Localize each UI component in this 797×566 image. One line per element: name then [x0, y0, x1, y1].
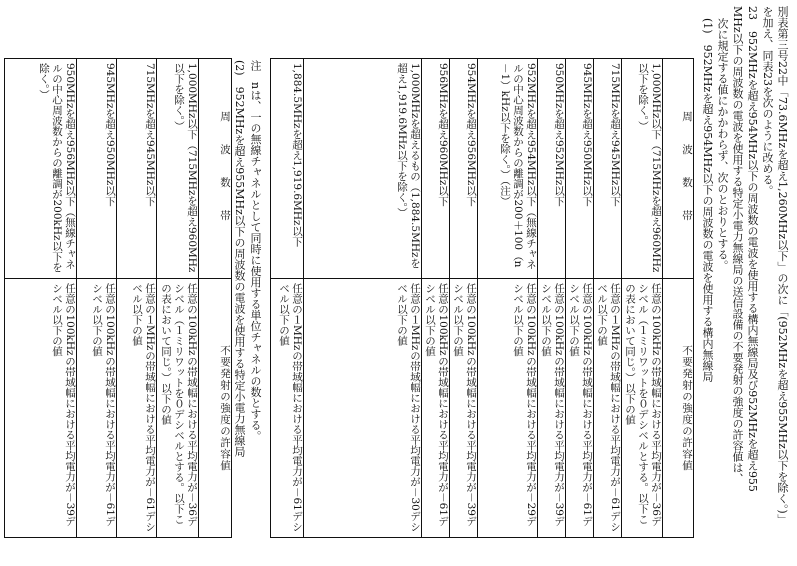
table-2-header-frequency: 周 波 数 帯: [219, 111, 231, 227]
table-1-divider: [537, 59, 538, 537]
table-1-header-limit: 不要発射の強度の許容値: [681, 344, 693, 472]
table-2-column-divider: [5, 278, 231, 279]
table-2-row-4-limit: 任意の100kHzの帯域幅における平均電力が－39デシベル以下の値: [51, 283, 76, 527]
table-1-row-8-limit: 任意の１MHzの帯域幅における平均電力が－30デシベル以下の値: [396, 283, 421, 532]
subsection-2-title: (2) 952MHzを超え955MHz以下の周波数の電波を使用する特定小電力無線局: [233, 60, 246, 457]
table-1-row-8-frequency: 1,000MHzを超えるもの（1,884.5MHzを超え1,919.6MHz以下を除く。）: [396, 63, 421, 269]
intro-line-2: を加え、同表23を次のように改める。: [761, 6, 774, 196]
table-2-divider: [198, 59, 199, 537]
intro-line-1: 別表第三号22中「73.6MHzを超え1,260MHz以下」の次に「(952MHzを超え955MHz以下を除く。)」: [776, 6, 789, 525]
table-1-note: 注 nは、一の無線チャネルとして同時に使用する単位チャネルの数とする。: [249, 60, 262, 442]
table-1: [270, 58, 694, 538]
table-1-row-4-frequency: 950MHzを超え952MHz以下: [553, 63, 565, 207]
table-1-row-2-limit: 任意の１MHzの帯域幅における平均電力が－61デシベル以下の値: [596, 283, 621, 532]
table-2-header-limit: 不要発射の強度の許容値: [219, 344, 231, 472]
table-1-row-6-frequency: 954MHzを超え956MHz以下: [465, 63, 477, 207]
table-1-row-5-limit: 任意の100kHzの帯域幅における平均電力が－29デシベル以下の値: [512, 283, 537, 527]
table-1-row-9-frequency: 1,884.5MHzを超え1,919.6MHz以下: [291, 63, 303, 247]
intro-line-3: 23 952MHzを超え954MHz以下の周波数の電波を使用する構内無線局及び952MHzを超え955: [746, 6, 759, 492]
table-2-row-1-limit: 任意の100kHzの帯域幅における平均電力が－36デシベル（１ミリワットを０デシベルとする。以下この表において同じ。）以下の値: [160, 283, 198, 527]
table-2-row-1-frequency: 1,000MHz以下（715MHzを超え960MHz以下を除く。）: [173, 63, 198, 273]
table-1-header-frequency: 周 波 数 帯: [681, 111, 693, 227]
table-1-row-5-frequency: 952MHzを超え954MHz以下（無線チャネルの中心周波数からの離調が200＋100（n－1）kHz以下を除く。）（注）: [499, 63, 537, 270]
table-1-row-7-limit: 任意の100kHzの帯域幅における平均電力が－61デシベル以下の値: [424, 283, 449, 527]
table-1-divider: [593, 59, 594, 537]
table-1-row-1-frequency: 1,000MHz以下（715MHzを超え960MHz以下を除く。）: [637, 63, 662, 273]
subsection-1-title: (1) 952MHzを超え954MHz以下の周波数の電波を使用する構内無線局: [701, 18, 714, 382]
table-1-row-9-limit: 任意の１MHzの帯域幅における平均電力が－61デシベル以下の値: [278, 283, 303, 532]
table-1-divider: [621, 59, 622, 537]
table-1-divider: [662, 59, 663, 537]
table-2-row-2-frequency: 715MHzを超え945MHz以下: [144, 63, 156, 207]
intro-line-4: MHz以下の周波数の電波を使用する特定小電力無線局の送信設備の不要発射の強度の許容値は、: [731, 6, 744, 484]
intro-line-5: 次に規定する値にかかわらず、次のとおりとする。: [716, 18, 729, 271]
table-1-row-3-limit: 任意の100kHzの帯域幅における平均電力が－61デシベル以下の値: [568, 283, 593, 527]
table-2-row-2-limit: 任意の１MHzの帯域幅における平均電力が－61デシベル以下の値: [131, 283, 156, 532]
table-2-row-4-frequency: 950MHzを超え956MHz以下（無線チャネルの中心周波数からの離調が200kHz以下を除く。）: [38, 63, 76, 273]
table-1-row-6-limit: 任意の100kHzの帯域幅における平均電力が－39デシベル以下の値: [452, 283, 477, 527]
table-2-divider: [76, 59, 77, 537]
table-1-row-3-frequency: 945MHzを超え950MHz以下: [581, 63, 593, 207]
table-1-divider: [565, 59, 566, 537]
table-2-row-3-frequency: 945MHzを超え950MHz以下: [104, 63, 116, 207]
table-1-divider: [477, 59, 478, 537]
table-2-divider: [156, 59, 157, 537]
table-1-column-divider: [271, 278, 693, 279]
table-1-divider: [303, 59, 304, 537]
table-2: [4, 58, 232, 538]
table-1-row-2-frequency: 715MHzを超え945MHz以下: [609, 63, 621, 207]
table-1-divider: [449, 59, 450, 537]
table-2-row-3-limit: 任意の100kHzの帯域幅における平均電力が－61デシベル以下の値: [91, 283, 116, 527]
table-1-row-4-limit: 任意の100kHzの帯域幅における平均電力が－39デシベル以下の値: [540, 283, 565, 527]
table-1-row-7-frequency: 956MHzを超え960MHz以下: [437, 63, 449, 207]
table-1-divider: [421, 59, 422, 537]
table-1-row-1-limit: 任意の100kHzの帯域幅における平均電力が－36デシベル（１ミリワットを０デシベルとする。以下この表において同じ。）以下の値: [624, 283, 662, 527]
table-2-divider: [116, 59, 117, 537]
